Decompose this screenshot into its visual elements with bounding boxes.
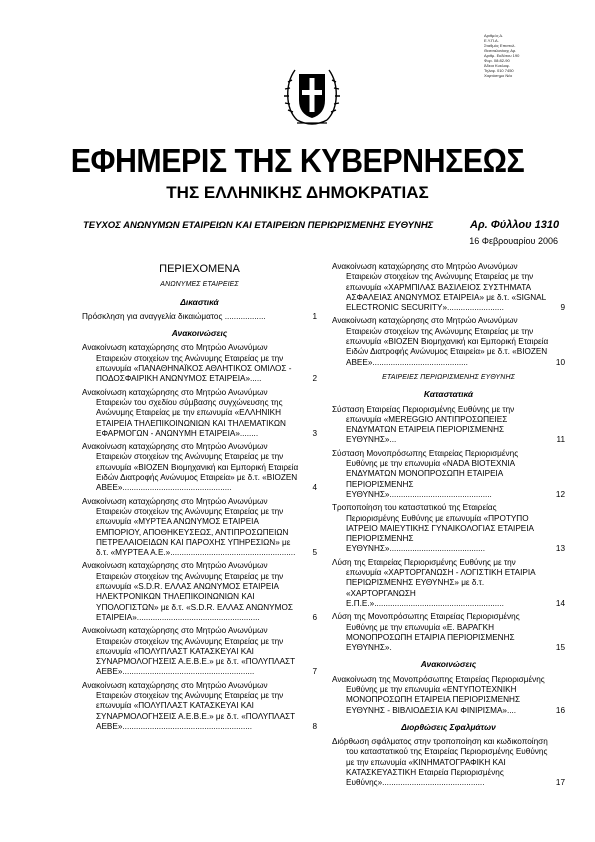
toc-entry-page: 8 (312, 721, 317, 731)
toc-left-column (82, 262, 317, 735)
toc-entry-page: 3 (312, 428, 317, 438)
toc-entry-page: 13 (555, 544, 565, 554)
toc-entry[interactable] (82, 681, 317, 732)
gazette-subtitle: ΤΗΣ ΕΛΛΗΝΙΚΗΣ ΔΗΜΟΚΡΑΤΙΑΣ (166, 183, 429, 202)
toc-entry[interactable] (82, 388, 317, 439)
subsection-heading: Ανακοινώσεις (171, 328, 228, 339)
stamp-line: Ε.Υ.Π.Α. (484, 38, 499, 43)
postal-stamp (484, 33, 546, 78)
toc-entry-page: 5 (312, 548, 317, 558)
issue-number: Αρ. Φύλλου 1310 (470, 219, 560, 231)
toc-entry-text: Σύσταση Εταιρείας Περιορισμένης Ευθύνης με την επωνυμία «MEREGGIO ΑΝΤΙΠΡΟΣΩΠΕΙΕΣ ΕΝΔΥΜΑΤΩΝ ΕΤΑΙΡΕΙΑ ΠΕΡΙΟΡΙΣΜΕΝΗΣ ΕΥΘΥΝΗΣ»... (332, 404, 515, 445)
toc-entry[interactable] (82, 442, 317, 493)
toc-entry[interactable] (82, 312, 317, 322)
stamp-line: Χαρτόσημο Νέο (484, 73, 513, 78)
toc-entry-text: Ανακοίνωση καταχώρησης στο Μητρώο Ανωνύμων Εταιρειών στοιχείων της Ανώνυμης Εταιρείας με την επωνυμία «ΒΙΟΖΕΝ Βιομηχανική και Εμπορική Εταιρεία Ειδών Διατροφής Ανώνυμος Εταιρεία» με δ.τ. «ΒΙΟΖΕΝ ΑΒΕΕ».......................................... (332, 316, 549, 367)
toc-entry[interactable] (332, 675, 565, 716)
toc-entry-page: 14 (555, 598, 565, 608)
stamp-line: Σταθμός Επιστολ. (484, 43, 516, 48)
toc-entry[interactable] (82, 626, 317, 677)
stamp-line: Αριθμ. Εκδότου 190 (484, 53, 520, 58)
stamp-line: Τηλεφ. 010 7450 (484, 68, 514, 73)
toc-entry[interactable] (332, 262, 565, 313)
toc-entry-page: 11 (556, 435, 565, 445)
toc-entry-page: 7 (312, 667, 317, 677)
issue-series: ΤΕΥΧΟΣ ΑΝΩΝΥΜΩΝ ΕΤΑΙΡΕΙΩΝ ΚΑΙ ΕΤΑΙΡΕΙΩΝ ΠΕΡΙΩΡΙΣΜΕΝΗΣ ΕΥΘΥΝΗΣ (83, 220, 434, 231)
toc-entry-text: Πρόσκληση για αναγγελία δικαιώματος .................. (82, 311, 266, 321)
toc-entry-page: 17 (555, 778, 565, 788)
gazette-title: ΕΦΗΜΕΡΙΣ ΤΗΣ ΚΥΒΕΡΝΗΣΕΩΣ (70, 142, 525, 179)
toc-entry-text: Ανακοίνωση καταχώρησης στο Μητρώο Ανωνύμων Εταιρειών στοιχείων της Ανώνυμης Εταιρείας με την επωνυμία «ΜΥΡΤΕΑ ΑΝΩΝΥΜΟΣ ΕΤΑΙΡΕΙΑ ΕΜΠΟΡΙΟΥ, ΑΠΟΘΗΚΕΥΣΕΩΣ, ΑΝΤΙΠΡΟΣΩΠΕΙΩΝ ΠΕΤΡΕΛΑΙΟΕΙΔΩΝ ΚΑΙ ΠΑΡΟΧΗΣ ΥΠΗΡΕΣΙΩΝ» με δ.τ. «ΜΥΡΤΕΑ Α.Ε.»....................................................... (82, 496, 296, 558)
section-heading: ΑΝΩΝΥΜΕΣ ΕΤΑΙΡΕΙΕΣ (160, 281, 239, 289)
toc-entry[interactable] (82, 343, 317, 384)
toc-entry-page: 16 (555, 705, 565, 715)
toc-entry-text: Σύσταση Μονοπρόσωπης Εταιρείας Περιορισμένης Ευθύνης με την επωνυμία «NADA ΒΙΟΤΕΧΝΙΑ ΕΝΔΥΜΑΤΩΝ ΜΟΝΟΠΡΟΣΩΠΗ ΕΤΑΙΡΕΙΑ ΠΕΡΙΟΡΙΣΜΕΝΗΣ ΕΥΘΥΝΗΣ»............................................. (332, 448, 519, 499)
toc-entry-page: 1 (312, 311, 317, 321)
toc-entry-text: Διόρθωση σφάλματος στην τροποποίηση και κωδικοποίηση του καταστατικού της Εταιρείας Περιορισμένης Ευθύνης με την επωνυμία «ΚΙΝΗΜΑΤΟΓΡΑΦΙΚΗ ΚΑΙ ΚΑΤΑΣΚΕΥΑΣΤΙΚΗ Εταιρεία Περιορισμένης Ευθύνης»............................................. (332, 737, 548, 788)
subsection-heading: Καταστατικά (423, 389, 474, 400)
toc-entry[interactable] (332, 316, 565, 367)
stamp-line: Θεσσαλονίκης Αρ. (484, 48, 517, 53)
toc-entry[interactable] (332, 449, 565, 500)
toc-entry-page: 4 (312, 483, 317, 493)
toc-entry-page: 6 (312, 612, 317, 622)
toc-entry-text: Λύση της Μονοπρόσωπης Εταιρείας Περιορισμένης Ευθύνης με την επωνυμία «Ε. ΒΑΡΑΓΚΗ ΜΟΝΟΠΡΟΣΩΠΗ ΕΤΑΙΡΙΑ ΠΕΡΙΟΡΙΣΜΕΝΗΣ ΕΥΘΥΝΗΣ». (332, 612, 520, 653)
toc-entry-text: Ανακοίνωση καταχώρησης στο Μητρώο Ανωνύμων Εταιρειών στοιχείων της Ανώνυμης Εταιρείας με την επωνυμία «ΧΑΡΜΠΙΛΑΣ ΒΑΣΙΛΕΙΟΣ ΣΥΣΤΗΜΑΤΑ ΑΣΦΑΛΕΙΑΣ ΑΝΩΝΥΜΟΣ ΕΤΑΙΡΕΙΑ» με δ.τ. «SIGNAL ELECTRONIC SECURITY»......................... (332, 262, 546, 313)
stamp-line: Φορ. 08:82-90 (484, 58, 510, 63)
stamp-line: Αριθμός Δ. (484, 33, 504, 38)
toc-entry-page: 12 (555, 489, 565, 499)
stamp-line: Άδεια Κυκλοφ. (484, 63, 510, 68)
section-heading: ΕΤΑΙΡΕΙΕΣ ΠΕΡΙΩΡΙΣΜΕΝΗΣ ΕΥΘΥΝΗΣ (382, 373, 515, 381)
toc-entry[interactable] (332, 558, 565, 609)
toc-entry-text: Ανακοίνωση καταχώρησης στο Μητρώο Ανωνύμων Εταιρειών του σχεδίου σύμβασης συγχώνευσης της Ανώνυμης Εταιρείας με την επωνυμία «ΕΛΛΗΝΙΚΗ ΕΤΑΙΡΕΙΑ ΤΗΛΕΠΙΚΟΙΝΩΝΙΩΝ ΚΑΙ ΤΗΛΕΜΑΤΙΚΩΝ ΕΦΑΡΜΟΓΩΝ - ΑΝΩΝΥΜΗ ΕΤΑΙΡΕΙΑ»........ (82, 387, 286, 438)
toc-entry-text: Ανακοίνωση καταχώρησης στο Μητρώο Ανωνύμων Εταιρειών στοιχείων της Ανώνυμης Εταιρείας με την επωνυμία «ΠΑΝΑΘΗΝΑΪΚΟΣ ΑΘΛΗΤΙΚΟΣ ΟΜΙΛΟΣ - ΠΟΔΟΣΦΑΙΡΙΚΗ ΑΝΩΝΥΜΟΣ ΕΤΑΙΡΕΙΑ»..... (82, 343, 292, 384)
subsection-heading: Δικαστικά (180, 296, 219, 307)
toc-entry-text: Λύση της Εταιρείας Περιορισμένης Ευθύνης με την επωνυμία «ΧΑΡΤΟΡΓΑΝΩΣΗ - ΛΟΓΙΣΤΙΚΗ ΕΤΑΙΡΙΑ ΠΕΡΙΩΡΙΣΜΕΝΗΣ ΕΥΘΥΝΗΣ» με δ.τ. «ΧΑΡΤΟΡΓΑΝΩΣΗ Ε.Π.Ε.»......................................................... (332, 557, 536, 608)
toc-entry[interactable] (82, 497, 317, 559)
toc-entry-text: Ανακοίνωση καταχώρησης στο Μητρώο Ανωνύμων Εταιρειών στοιχείων της Ανώνυμης Εταιρείας με την επωνυμία «ΠΟΛΥΠΛΑΣΤ ΚΑΤΑΣΚΕΥΑΙ ΚΑΙ ΣΥΝΑΡΜΟΛΟΓΗΣΕΙΣ Α.Ε.Β.Ε.» με δ.τ. «ΠΟΛΥΠΛΑΣΤ ΑΕΒΕ»......................................................... (82, 680, 295, 731)
subsection-heading: Ανακοινώσεις (420, 659, 477, 670)
toc-right-column (332, 262, 565, 792)
toc-entry-text: Ανακοίνωση καταχώρησης στο Μητρώο Ανωνύμων Εταιρειών στοιχείων της Ανώνυμης Εταιρείας με την επωνυμία «S.D.R. ΕΛΛΑΣ ΑΝΩΝΥΜΟΣ ΕΤΑΙΡΕΙΑ ΗΛΕΚΤΡΟΝΙΚΩΝ ΤΗΛΕΠΙΚΟΙΝΩΝΙΩΝ ΚΑΙ ΥΠΟΛΟΓΙΣΤΩΝ» με δ.τ. «S.D.R. ΕΛΛΑΣ ΑΝΩΝΥΜΟΣ ΕΤΑΙΡΕΙΑ»...................................................... (82, 561, 293, 622)
toc-entry[interactable] (332, 405, 565, 446)
issue-date: 16 Φεβρουαρίου 2006 (469, 236, 558, 246)
toc-entry-page: 15 (555, 643, 565, 653)
toc-heading: ΠΕΡΙΕΧΟΜΕΝΑ (159, 263, 240, 275)
toc-entry-text: Ανακοίνωση καταχώρησης στο Μητρώο Ανωνύμων Εταιρειών στοιχείων της Ανώνυμης Εταιρείας με την επωνυμία «ΒΙΟΖΕΝ Βιομηχανική και Εμπορική Εταιρεία Ειδών Διατροφής Ανώνυμος Εταιρεία» με δ.τ. «ΒΙΟΖΕΝ ΑΒΕΕ»................................................ (82, 442, 299, 493)
toc-entry[interactable] (332, 612, 565, 653)
toc-entry-page: 10 (555, 357, 565, 367)
subsection-heading: Διορθώσεις Σφαλμάτων (401, 721, 496, 732)
toc-entry[interactable] (332, 737, 565, 788)
toc-entry-page: 9 (560, 303, 565, 313)
toc-entry-text: Ανακοίνωση καταχώρησης στο Μητρώο Ανωνύμων Εταιρειών στοιχείων της Ανώνυμης Εταιρείας με την επωνυμία «ΠΟΛΥΠΛΑΣΤ ΚΑΤΑΣΚΕΥΑΙ ΚΑΙ ΣΥΝΑΡΜΟΛΟΓΗΣΕΙΣ Α.Ε.Β.Ε.» με δ.τ. «ΠΟΛΥΠΛΑΣΤ ΑΕΒΕ».......................................................... (82, 626, 295, 677)
toc-entry-text: Τροποποίηση του καταστατικού της Εταιρείας Περιορισμένης Ευθύνης με επωνυμία «ΠΡΟΤΥΠΟ ΙΑΤΡΕΙΟ ΜΑΙΕΥΤΙΚΗΣ ΓΥΝΑΙΚΟΛΟΓΙΑΣ ΕΤΑΙΡΕΙΑ ΠΕΡΙΟΡΙΣΜΕΝΗΣ ΕΥΘΥΝΗΣ».......................................... (332, 503, 534, 554)
toc-entry[interactable] (82, 561, 317, 623)
toc-entry-text: Ανακοίνωση της Μονοπρόσωπης Εταιρείας Περιορισμένης Ευθύνης με την επωνυμία «ΕΝΤΥΠΟΤΕΧΝΙΚΗ ΜΟΝΟΠΡΟΣΩΠΗ ΕΤΑΙΡΕΙΑ ΠΕΡΙΟΡΙΣΜΕΝΗΣ ΕΥΘΥΝΗΣ - ΒΙΒΛΙΟΔΕΣΙΑ ΚΑΙ ΦΙΝΙΡΙΣΜΑ».... (332, 674, 545, 715)
coat-of-arms-emblem (283, 60, 341, 128)
toc-entry[interactable] (332, 503, 565, 554)
toc-entry-page: 2 (312, 374, 317, 384)
